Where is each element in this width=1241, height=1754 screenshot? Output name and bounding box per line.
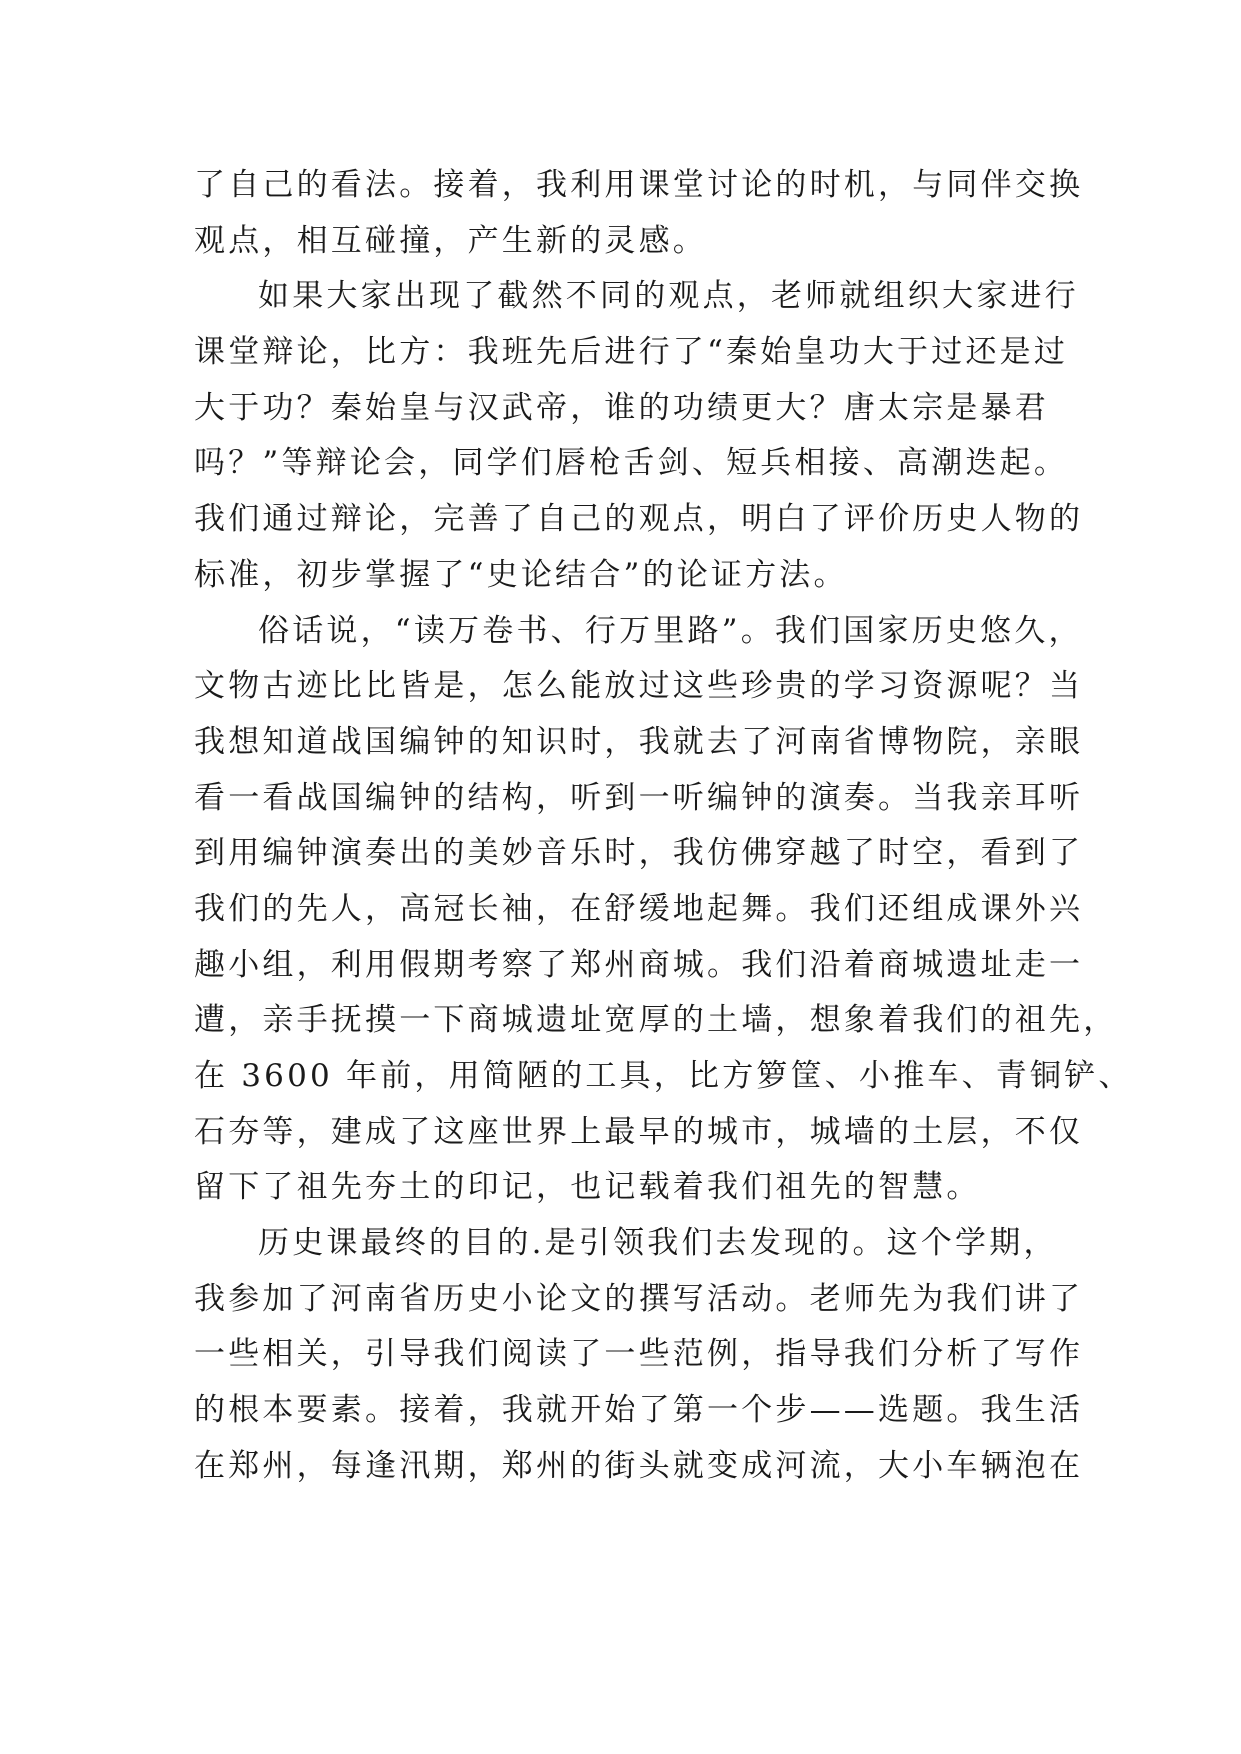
text-line: 了自己的看法。接着，我利用课堂讨论的时机，与同伴交换 bbox=[194, 167, 1084, 203]
text-line: 石夯等，建成了这座世界上最早的城市，城墙的土层，不仅 bbox=[194, 1113, 1084, 1150]
text-line: 留下了祖先夯土的印记，也记载着我们祖先的智慧。 bbox=[194, 1169, 981, 1206]
text-line: 文物古迹比比皆是，怎么能放过这些珍贵的学习资源呢？当 bbox=[194, 668, 1084, 705]
text-line: 的根本要素。接着，我就开始了第一个步——选题。我生活 bbox=[194, 1392, 1084, 1429]
text-line: 一些相关，引导我们阅读了一些范例，指导我们分析了写作 bbox=[194, 1336, 1084, 1373]
text-line: 我们通过辩论，完善了自己的观点，明白了评价历史人物的 bbox=[194, 501, 1084, 538]
text-line: 如果大家出现了截然不同的观点，老师就组织大家进行 bbox=[258, 278, 1079, 315]
text-line: 大于功？秦始皇与汉武帝，谁的功绩更大？唐太宗是暴君 bbox=[194, 389, 1049, 426]
text-line: 在郑州，每逢汛期，郑州的街头就变成河流，大小车辆泡在 bbox=[194, 1447, 1084, 1484]
text-line: 趣小组，利用假期考察了郑州商城。我们沿着商城遗址走一 bbox=[194, 946, 1084, 983]
text-line: 我们的先人，高冠长袖，在舒缓地起舞。我们还组成课外兴 bbox=[194, 890, 1084, 927]
text-line: 我想知道战国编钟的知识时，我就去了河南省博物院，亲眼 bbox=[194, 723, 1084, 760]
body-text bbox=[194, 158, 1133, 1495]
text-line: 在 3600 年前，用简陋的工具，比方箩筐、小推车、青铜铲、 bbox=[194, 1058, 1133, 1094]
text-line: 标准，初步掌握了“史论结合”的论证方法。 bbox=[194, 556, 848, 593]
text-line: 吗？”等辩论会，同学们唇枪舌剑、短兵相接、高潮迭起。 bbox=[194, 445, 1069, 482]
text-line: 到用编钟演奏出的美妙音乐时，我仿佛穿越了时空，看到了 bbox=[194, 835, 1084, 872]
text-line: 俗话说，“读万卷书、行万里路”。我们国家历史悠久， bbox=[258, 612, 1083, 649]
text-line: 课堂辩论，比方：我班先后进行了“秦始皇功大于过还是过 bbox=[194, 334, 1069, 371]
text-line: 观点，相互碰撞，产生新的灵感。 bbox=[194, 222, 707, 259]
text-line: 遭，亲手抚摸一下商城遗址宽厚的土墙，想象着我们的祖先， bbox=[194, 1002, 1118, 1039]
text-line: 我参加了河南省历史小论文的撰写活动。老师先为我们讲了 bbox=[194, 1280, 1084, 1317]
text-line: 历史课最终的目的.是引领我们去发现的。这个学期， bbox=[258, 1225, 1058, 1262]
text-line: 看一看战国编钟的结构，听到一听编钟的演奏。当我亲耳听 bbox=[194, 779, 1084, 816]
